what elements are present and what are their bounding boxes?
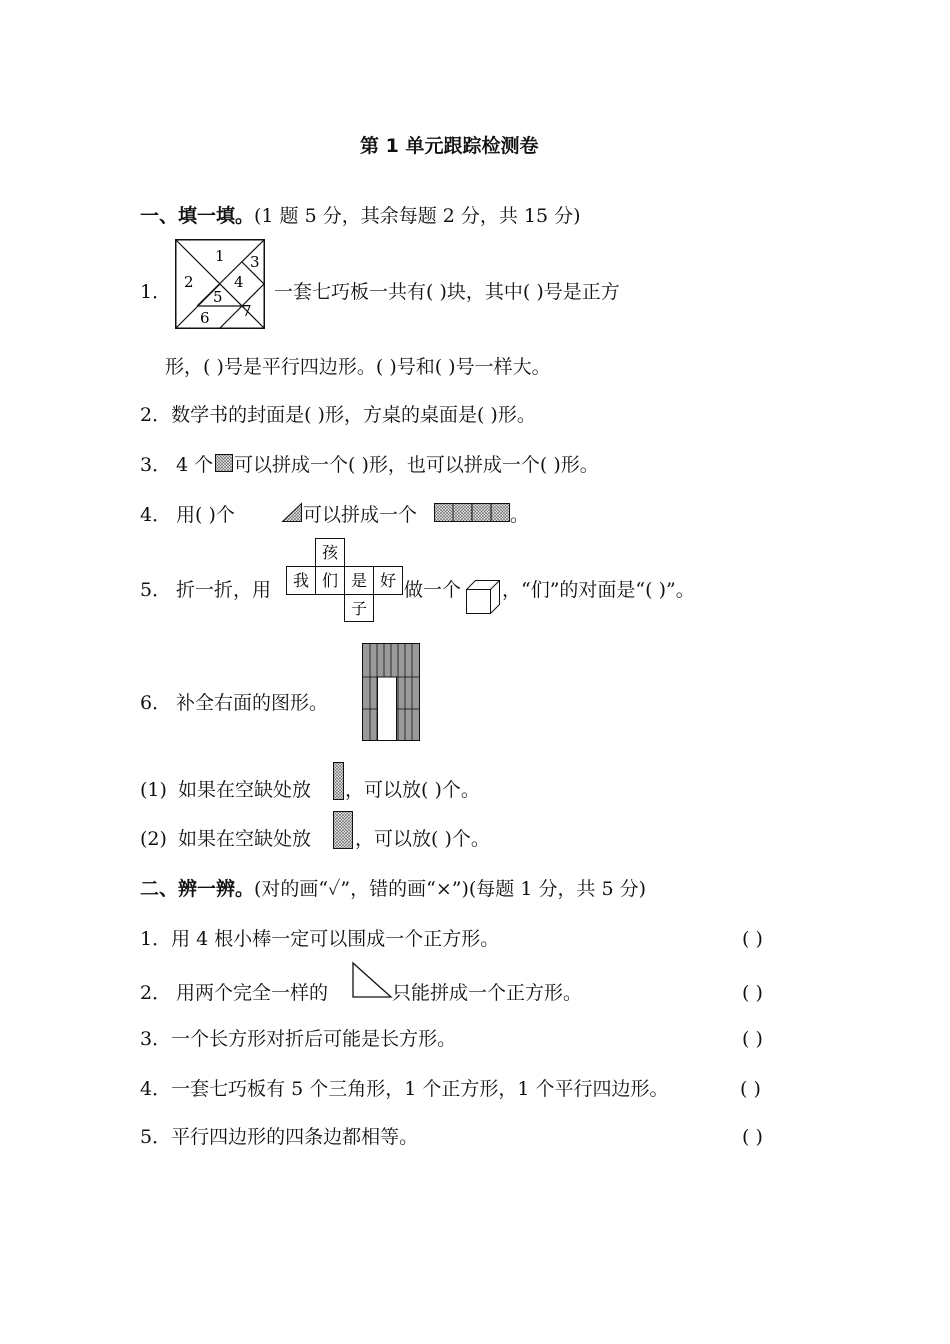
s2-item-3-text: 一个长方形对折后可能是长方形。 — [171, 1028, 457, 1050]
s2-item-1-number: 1． — [140, 928, 172, 950]
q5-text-c: ，“们”的对面是“( )”。 — [502, 579, 695, 601]
q4-number: 4． — [140, 504, 172, 526]
q2-number: 2． — [140, 404, 172, 426]
q6-sub1-text-a: 如果在空缺处放 — [178, 779, 312, 801]
s2-item-5-answer[interactable]: ( ) — [742, 1126, 763, 1148]
q3-number: 3． — [140, 454, 172, 476]
wide-strip-icon — [333, 811, 353, 849]
s2-item-2-text-b: 只能拼成一个正方形。 — [392, 982, 583, 1004]
tangram-label-7: 7 — [242, 302, 252, 320]
tangram-label-3: 3 — [250, 253, 260, 271]
q3-text-a: 4 个 — [176, 454, 214, 476]
s2-item-4-number: 4． — [140, 1078, 172, 1100]
tangram-label-1: 1 — [215, 247, 225, 265]
hatched-square-icon — [215, 454, 233, 472]
net-cell-bottom: 子 — [350, 599, 368, 618]
q2-row — [140, 403, 536, 427]
s2-item-5 — [140, 1125, 418, 1149]
q3-text-b: 可以拼成一个( )形，也可以拼成一个( )形。 — [234, 454, 599, 476]
s2-item-3-answer[interactable]: ( ) — [742, 1028, 763, 1050]
hatched-triangle-icon — [282, 503, 302, 522]
q5-text-a: 折一折，用 — [176, 579, 272, 601]
q1-line-1: 一套七巧板一共有( )块，其中( )号是正方 — [274, 281, 620, 303]
net-cell-right-1: 是 — [350, 571, 368, 590]
q5-text-b: 做一个 — [404, 579, 462, 601]
net-cell-center: 们 — [321, 571, 339, 590]
s2-item-3 — [140, 1027, 456, 1051]
net-cell-left: 我 — [292, 571, 310, 590]
q6-sub1-label: (1) — [140, 779, 167, 801]
q1-number: 1． — [140, 281, 172, 303]
s2-item-2-text-a: 用两个完全一样的 — [176, 982, 329, 1004]
tangram-label-5: 5 — [213, 288, 223, 306]
s2-item-5-number: 5． — [140, 1126, 172, 1148]
q6-text: 补全右面的图形。 — [176, 692, 329, 714]
right-triangle-icon — [352, 962, 392, 998]
s2-item-1-answer[interactable]: ( ) — [742, 928, 763, 950]
s2-item-1-text: 用 4 根小棒一定可以围成一个正方形。 — [171, 928, 500, 950]
q5-number: 5． — [140, 579, 172, 601]
tangram-label-4: 4 — [234, 273, 244, 291]
cube-icon — [466, 580, 500, 614]
thin-strip-icon — [333, 762, 344, 800]
s2-item-1 — [140, 927, 499, 951]
q6-sub2-text-a: 如果在空缺处放 — [178, 828, 312, 850]
tangram-label-6: 6 — [200, 309, 210, 327]
s2-item-2-answer[interactable]: ( ) — [742, 982, 763, 1004]
s2-item-4 — [140, 1077, 669, 1101]
q6-sub2-label: (2) — [140, 828, 167, 850]
s2-item-4-answer[interactable]: ( ) — [740, 1078, 761, 1100]
net-cell-top: 孩 — [321, 543, 339, 562]
tangram-label-2: 2 — [184, 273, 194, 291]
page-title: 第 1 单元跟踪检测卷 — [360, 135, 539, 157]
tangram-figure — [175, 239, 265, 329]
q6-sub1-text-b: ，可以放( )个。 — [345, 779, 480, 801]
section-2-heading: 二、辨一辨。 — [140, 878, 255, 900]
section-1-scoring: (1 题 5 分，其余每题 2 分，共 15 分) — [254, 205, 581, 227]
cube-net-figure — [286, 538, 404, 622]
section-2-header — [140, 877, 646, 901]
section-1-header — [140, 204, 581, 228]
section-2-instructions: (对的画“✓”，错的画“×”)(每题 1 分，共 5 分) — [254, 878, 647, 900]
q4-text-c: 。 — [510, 504, 530, 526]
section-1-heading: 一、填一填。 — [140, 205, 255, 227]
q4-text-a: 用( )个 — [176, 504, 235, 526]
s2-item-3-number: 3． — [140, 1028, 172, 1050]
net-cell-right-2: 好 — [379, 571, 397, 590]
q6-sub2-text-b: ，可以放( )个。 — [355, 828, 490, 850]
q4-text-b: 可以拼成一个 — [303, 504, 418, 526]
incomplete-rectangle-figure — [362, 643, 420, 741]
q1-line-2: 形，( )号是平行四边形。( )号和( )号一样大。 — [165, 356, 551, 378]
q2-text: 数学书的封面是( )形，方桌的桌面是( )形。 — [171, 404, 536, 426]
q6-number: 6． — [140, 692, 172, 714]
hatched-rectangle-strip-icon — [434, 503, 510, 522]
s2-item-2-number: 2． — [140, 982, 172, 1004]
s2-item-4-text: 一套七巧板有 5 个三角形，1 个正方形，1 个平行四边形。 — [171, 1078, 669, 1100]
s2-item-5-text: 平行四边形的四条边都相等。 — [171, 1126, 419, 1148]
